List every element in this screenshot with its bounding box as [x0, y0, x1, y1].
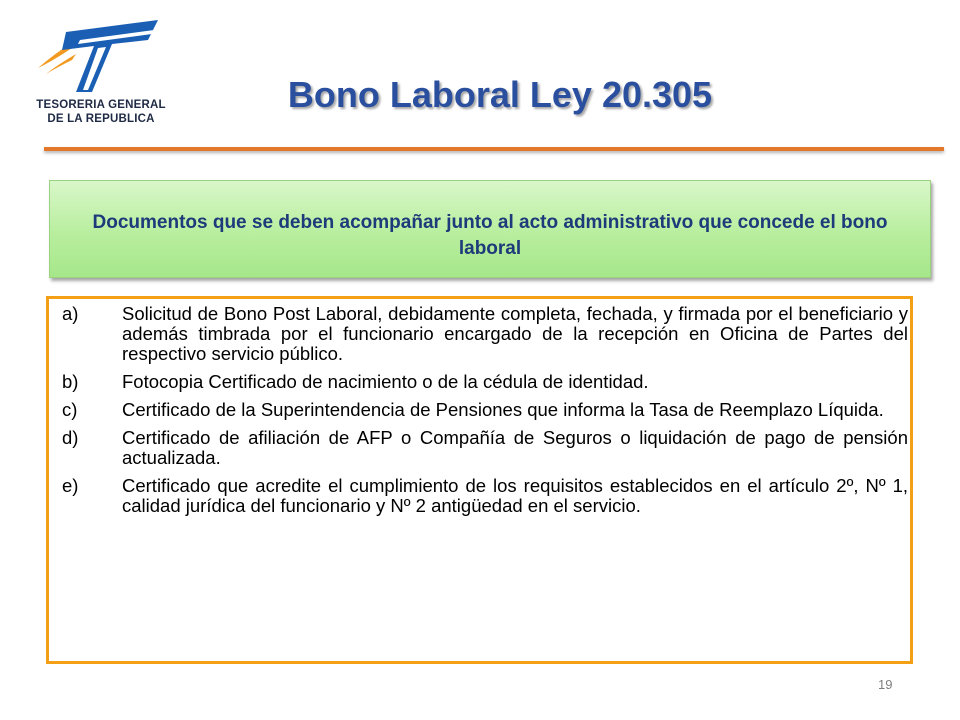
list-marker: e): [62, 475, 79, 496]
list-marker: c): [62, 399, 78, 420]
list-item: [62, 372, 908, 392]
list-marker: d): [62, 427, 79, 448]
list-item-text: Solicitud de Bono Post Laboral, debidamente completa, fechada, y firmada por el beneficiario y además timbrada por el funcionario encargado de la recepción en Oficina de Partes del respectivo servicio público.: [122, 303, 908, 364]
logo-line-2: DE LA REPUBLICA: [47, 113, 155, 125]
requirements-list: [62, 304, 908, 524]
list-item-text: Certificado que acredite el cumplimiento de los requisitos establecidos en el artículo 2º, Nº 1, calidad jurídica del funcionario y Nº 2 antigüedad en el servicio.: [122, 475, 908, 516]
list-item: [62, 304, 908, 364]
list-item: [62, 428, 908, 468]
logo-line-1: TESORERIA GENERAL: [36, 99, 166, 111]
list-marker: b): [62, 371, 79, 392]
list-item-text: Fotocopia Certificado de nacimiento o de la cédula de identidad.: [122, 371, 649, 392]
list-item-text: Certificado de afiliación de AFP o Compañía de Seguros o liquidación de pago de pensión actualizada.: [122, 427, 908, 468]
section-banner: [49, 180, 931, 278]
title-divider: [44, 147, 944, 151]
page-number: 19: [878, 677, 893, 692]
list-item: [62, 400, 908, 420]
list-item-text: Certificado de la Superintendencia de Pensiones que informa la Tasa de Reemplazo Líquida.: [122, 399, 884, 420]
list-marker: a): [62, 303, 79, 324]
page-title: Bono Laboral Ley 20.305: [287, 74, 713, 115]
banner-text: Documentos que se deben acompañar junto al acto administrativo que concede el bono laboral: [92, 212, 888, 259]
list-item: [62, 476, 908, 516]
